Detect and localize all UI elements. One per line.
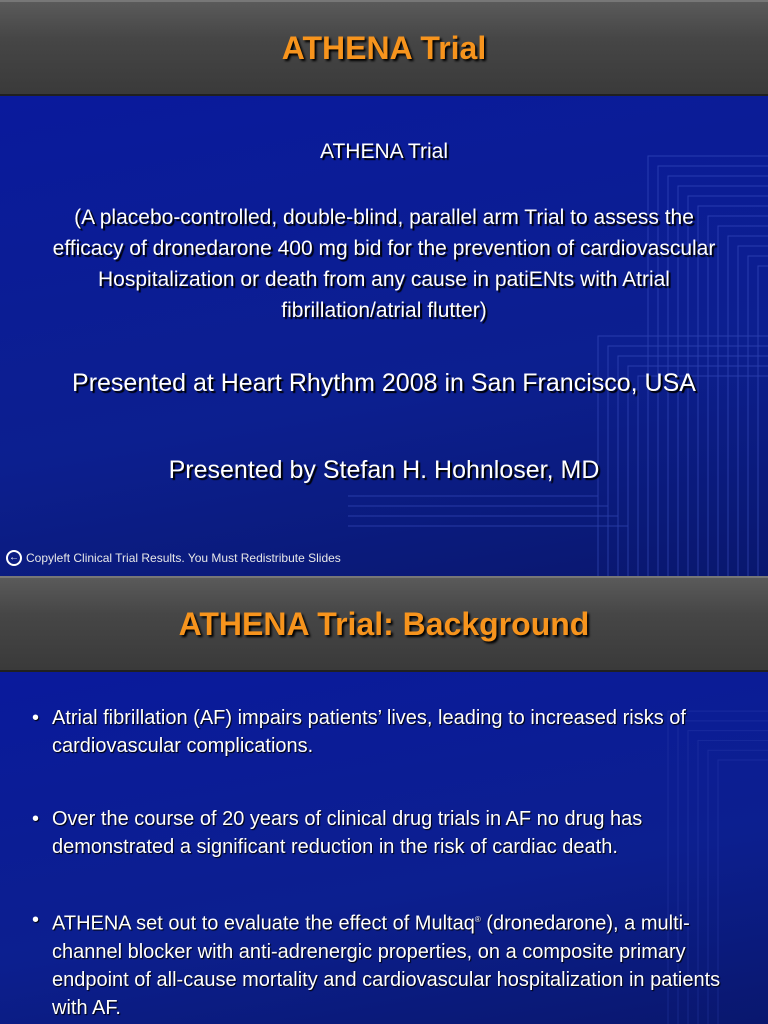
trial-name: ATHENA Trial [320,140,448,163]
bullet-item [30,906,730,1022]
copyleft-icon: ← [6,550,22,566]
slide-body [0,96,768,576]
presented-by: Presented by Stefan H. Hohnloser, MD [168,456,600,484]
title-bar [0,576,768,672]
slide-title: ATHENA Trial [281,29,487,66]
decorative-lines [348,96,768,576]
slide-2 [0,576,768,1024]
title-bar [0,0,768,96]
slide-body [0,672,768,1024]
bullet-item: • Over the course of 20 years of clinical drug trials in AF no drug has demonstrated a significant reduction in the risk of cardiac death. [30,805,730,861]
registered-mark: ® [474,915,481,924]
bullet-text-part: ATHENA set out to evaluate the effect of Multaq [52,912,475,935]
bullet-item: • Atrial fibrillation (AF) impairs patients’ lives, leading to increased risks of cardiovascular complications. [30,704,730,760]
presented-at: Presented at Heart Rhythm 2008 in San Francisco, USA [72,369,696,397]
bullet-text-part: (dronedarone), a multi-channel blocker with anti-adrenergic properties, on a composite primary endpoint of all-cause mortality and cardiovascular hospitalization in patients with AF. [52,912,721,1019]
trial-description: (A placebo-controlled, double-blind, parallel arm Trial to assess the efficacy of dronedarone 400 mg bid for the prevention of cardiovascular Hospitalization or death from any cause in patiENts with Atrial fibrillation/atrial flutter) [52,206,716,322]
bullet-list [30,704,730,1024]
copyleft-text: Copyleft Clinical Trial Results. You Must Redistribute Slides [26,551,341,565]
copyleft-notice [6,550,341,566]
slide-title: ATHENA Trial: Background [178,605,590,642]
